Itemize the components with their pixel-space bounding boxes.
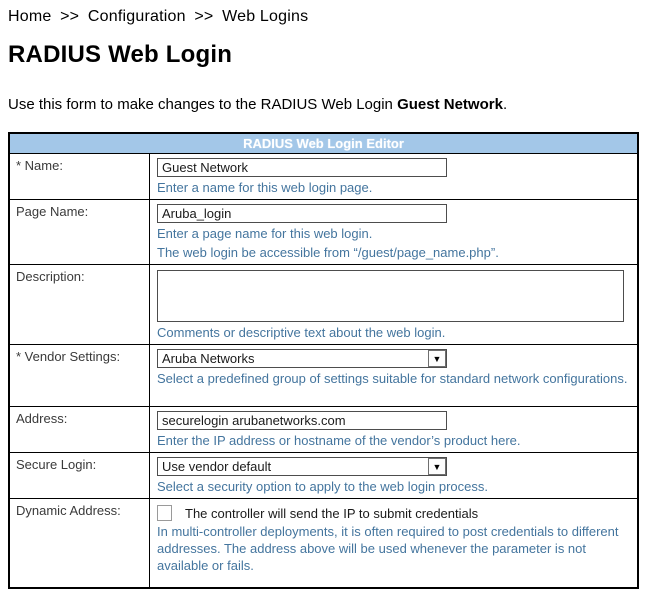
page-name-help-2: The web login be accessible from “/guest/page_name.php”. [157,245,499,260]
description-help: Comments or descriptive text about the web login. [157,325,446,340]
page-name-input[interactable] [157,204,447,223]
dynamic-address-row [10,499,637,587]
name-row [10,154,637,200]
page-name-help-1: Enter a page name for this web login. [157,226,373,241]
radius-web-login-editor [8,132,639,589]
vendor-settings-row [10,345,637,407]
breadcrumb-home[interactable]: Home [8,8,52,25]
dropdown-arrow-icon[interactable]: ▼ [428,458,446,475]
vendor-settings-label: * Vendor Settings: [10,345,150,406]
breadcrumb-separator: >> [194,8,214,25]
address-help: Enter the IP address or hostname of the vendor’s product here. [157,433,521,448]
dynamic-address-checkbox-label: The controller will send the IP to submit credentials [185,505,479,521]
page-title: RADIUS Web Login [8,41,233,68]
secure-login-help: Select a security option to apply to the web login process. [157,479,488,494]
name-help: Enter a name for this web login page. [157,180,373,195]
page-name-label: Page Name: [10,200,150,264]
vendor-settings-select[interactable] [157,349,447,368]
dropdown-arrow-icon[interactable]: ▼ [428,350,446,367]
secure-login-selected-value: Use vendor default [162,459,272,474]
dynamic-address-checkbox[interactable] [157,505,172,521]
name-input[interactable] [157,158,447,177]
secure-login-label: Secure Login: [10,453,150,498]
secure-login-select[interactable] [157,457,447,476]
address-input[interactable] [157,411,447,430]
breadcrumb [8,8,648,26]
intro-network-name: Guest Network [397,96,503,113]
address-row [10,407,637,453]
intro-suffix: . [502,96,508,113]
description-textarea[interactable] [157,270,624,322]
dynamic-address-help: In multi-controller deployments, it is often required to post credentials to different addresses. The address above will be used whenever the parameter is not available or fails. [157,524,619,573]
intro-prefix: Use this form to make changes to the RADIUS Web Login [8,96,398,113]
description-row [10,265,637,345]
breadcrumb-separator: >> [60,8,80,25]
vendor-settings-selected-value: Aruba Networks [162,351,255,366]
intro-text [8,96,648,113]
page-name-row [10,200,637,265]
name-label: * Name: [10,154,150,199]
secure-login-row [10,453,637,499]
breadcrumb-web-logins[interactable]: Web Logins [222,8,309,25]
editor-header: RADIUS Web Login Editor [10,134,637,154]
vendor-settings-help: Select a predefined group of settings suitable for standard network configurations. [157,371,628,386]
address-label: Address: [10,407,150,452]
description-label: Description: [10,265,150,344]
dynamic-address-label: Dynamic Address: [10,499,150,587]
breadcrumb-configuration[interactable]: Configuration [87,8,186,25]
